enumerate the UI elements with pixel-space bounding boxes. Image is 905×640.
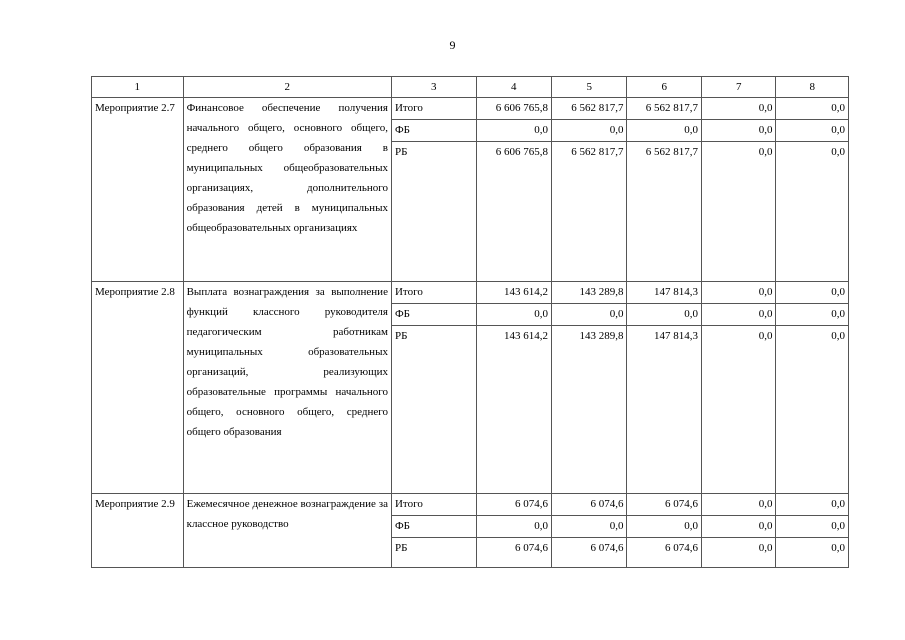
value-cell: 0,0 xyxy=(552,120,627,142)
value-cell: 6 074,6 xyxy=(476,537,551,567)
column-header: 3 xyxy=(391,77,476,98)
funding-source: ФБ xyxy=(391,120,476,142)
value-cell: 0,0 xyxy=(476,303,551,325)
value-cell: 0,0 xyxy=(552,515,627,537)
column-header: 7 xyxy=(701,77,775,98)
table-header-row xyxy=(92,77,849,98)
column-header: 5 xyxy=(552,77,627,98)
value-cell: 0,0 xyxy=(701,281,775,303)
value-cell: 6 562 817,7 xyxy=(552,142,627,282)
value-cell: 0,0 xyxy=(776,537,849,567)
value-cell: 0,0 xyxy=(776,325,849,493)
value-cell: 0,0 xyxy=(552,303,627,325)
value-cell: 143 289,8 xyxy=(552,281,627,303)
measure-title: Мероприятие 2.8 xyxy=(92,281,184,493)
value-cell: 143 614,2 xyxy=(476,325,551,493)
column-header: 1 xyxy=(92,77,184,98)
value-cell: 0,0 xyxy=(776,493,849,515)
value-cell: 6 562 817,7 xyxy=(627,142,701,282)
value-cell: 147 814,3 xyxy=(627,281,701,303)
value-cell: 6 074,6 xyxy=(627,493,701,515)
value-cell: 147 814,3 xyxy=(627,325,701,493)
value-cell: 0,0 xyxy=(701,515,775,537)
funding-source: Итого xyxy=(391,493,476,515)
value-cell: 0,0 xyxy=(627,515,701,537)
value-cell: 0,0 xyxy=(701,493,775,515)
measure-title: Мероприятие 2.9 xyxy=(92,493,184,567)
value-cell: 0,0 xyxy=(701,98,775,120)
funding-table xyxy=(91,76,849,568)
funding-source: Итого xyxy=(391,281,476,303)
table-row xyxy=(92,493,849,515)
value-cell: 6 562 817,7 xyxy=(627,98,701,120)
value-cell: 0,0 xyxy=(701,120,775,142)
value-cell: 0,0 xyxy=(701,325,775,493)
value-cell: 6 074,6 xyxy=(627,537,701,567)
column-header: 6 xyxy=(627,77,701,98)
table-row xyxy=(92,281,849,303)
value-cell: 0,0 xyxy=(701,537,775,567)
measure-description: Финансовое обеспечение получения начального общего, основного общего, среднего общего образования в муниципальных общеобразовательных организациях, дополнительного образования детей в муниципальных общеобразовательных организациях xyxy=(183,98,391,282)
value-cell: 0,0 xyxy=(701,142,775,282)
value-cell: 6 606 765,8 xyxy=(476,142,551,282)
value-cell: 6 074,6 xyxy=(552,493,627,515)
value-cell: 0,0 xyxy=(627,303,701,325)
value-cell: 0,0 xyxy=(776,120,849,142)
funding-source: ФБ xyxy=(391,303,476,325)
table-row xyxy=(92,98,849,120)
column-header: 8 xyxy=(776,77,849,98)
funding-source: ФБ xyxy=(391,515,476,537)
value-cell: 0,0 xyxy=(476,120,551,142)
value-cell: 0,0 xyxy=(776,281,849,303)
measure-description: Выплата вознаграждения за выполнение функций классного руководителя педагогическим работникам муниципальных образовательных организаций, реализующих образовательные программы начального общего, основного общего, среднего общего образования xyxy=(183,281,391,493)
value-cell: 143 289,8 xyxy=(552,325,627,493)
value-cell: 143 614,2 xyxy=(476,281,551,303)
value-cell: 0,0 xyxy=(776,142,849,282)
value-cell: 6 074,6 xyxy=(552,537,627,567)
value-cell: 6 074,6 xyxy=(476,493,551,515)
measure-description: Ежемесячное денежное вознаграждение за классное руководство xyxy=(183,493,391,567)
measure-title: Мероприятие 2.7 xyxy=(92,98,184,282)
value-cell: 0,0 xyxy=(701,303,775,325)
value-cell: 0,0 xyxy=(776,515,849,537)
page-number: 9 xyxy=(449,38,456,52)
value-cell: 0,0 xyxy=(627,120,701,142)
funding-source: РБ xyxy=(391,537,476,567)
funding-source: РБ xyxy=(391,325,476,493)
value-cell: 0,0 xyxy=(776,98,849,120)
value-cell: 6 562 817,7 xyxy=(552,98,627,120)
value-cell: 0,0 xyxy=(476,515,551,537)
value-cell: 6 606 765,8 xyxy=(476,98,551,120)
value-cell: 0,0 xyxy=(776,303,849,325)
column-header: 2 xyxy=(183,77,391,98)
funding-source: РБ xyxy=(391,142,476,282)
column-header: 4 xyxy=(476,77,551,98)
funding-source: Итого xyxy=(391,98,476,120)
